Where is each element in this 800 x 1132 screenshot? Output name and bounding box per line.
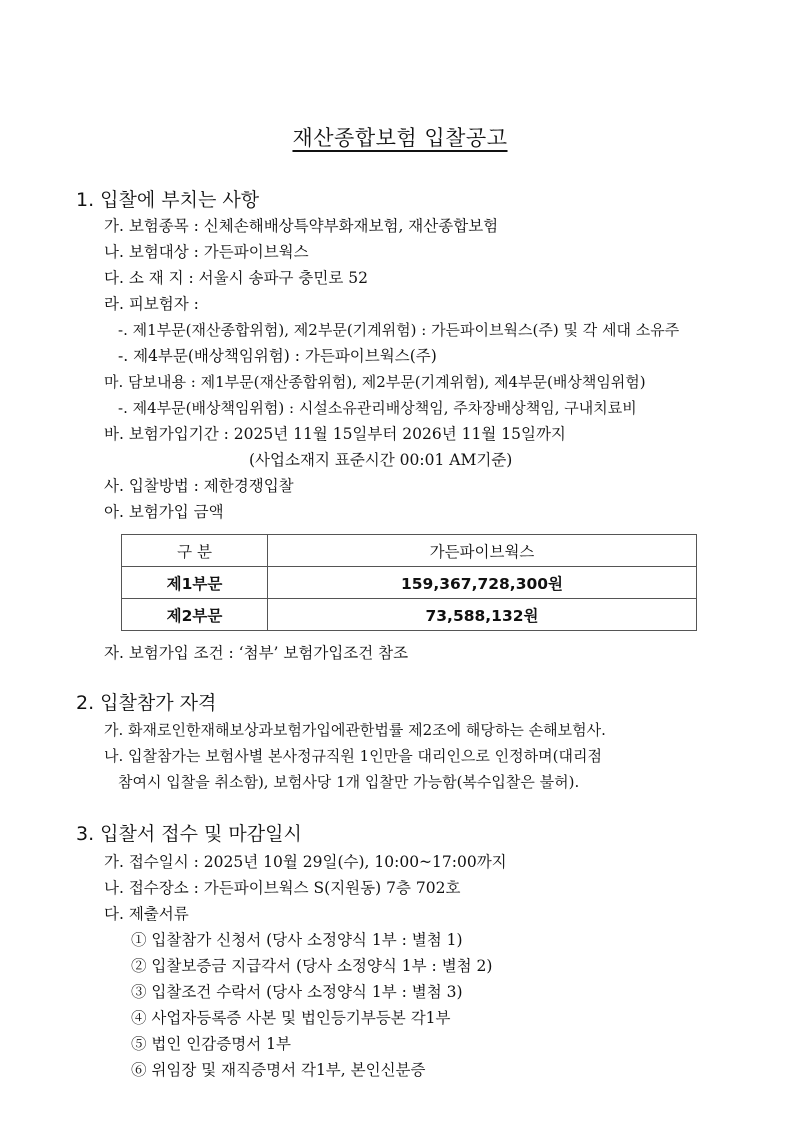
section-heading-1: 1. 입찰에 부치는 사항 (76, 189, 260, 211)
line-qualification-2: 나. 입찰참가는 보험사별 본사정규직원 1인만을 대리인으로 인정하며(대리점 (104, 747, 602, 765)
line-qualification-3: 참여시 입찰을 취소함), 보험사당 1개 입찰만 가능함(복수입찰은 불허). (118, 773, 580, 791)
line-insured-amount: 아. 보험가입 금액 (104, 503, 224, 521)
document-item-4: ④ 사업자등록증 사본 및 법인등기부등본 각1부 (131, 1009, 451, 1027)
section-heading-2: 2. 입찰참가 자격 (76, 692, 217, 714)
table-header-row (122, 535, 697, 567)
table-cell: 제2부문 (122, 599, 268, 631)
table-cell: 제1부문 (122, 567, 268, 599)
document-item-1: ① 입찰참가 신청서 (당사 소정양식 1부 : 별첨 1) (131, 931, 463, 949)
line-insured-target: 나. 보험대상 : 가든파이브웍스 (104, 243, 309, 261)
document-item-3: ③ 입찰조건 수락서 (당사 소정양식 1부 : 별첨 3) (131, 983, 463, 1001)
line-receipt-place: 나. 접수장소 : 가든파이브웍스 S(지원동) 7층 702호 (104, 879, 461, 897)
line-coverage-sub: -. 제4부문(배상책임위험) : 시설소유관리배상책임, 주차장배상책임, 구내치료비 (118, 399, 637, 417)
document-item-6: ⑥ 위임장 및 재직증명서 각1부, 본인신분증 (131, 1061, 426, 1079)
line-location: 다. 소 재 지 : 서울시 송파구 충민로 52 (104, 269, 368, 287)
table-row (122, 599, 697, 631)
line-insurance-type: 가. 보험종목 : 신체손해배상특약부화재보험, 재산종합보험 (104, 217, 499, 235)
document-item-2: ② 입찰보증금 지급각서 (당사 소정양식 1부 : 별첨 2) (131, 957, 493, 975)
line-coverage: 마. 담보내용 : 제1부문(재산종합위험), 제2부문(기계위험), 제4부문(배상책임위험) (104, 373, 646, 391)
table-header-cell: 가든파이브웍스 (268, 535, 697, 567)
line-receipt-date: 가. 접수일시 : 2025년 10월 29일(수), 10:00~17:00까지 (104, 853, 507, 871)
line-insured-party-sub-1: -. 제1부문(재산종합위험), 제2부문(기계위험) : 가든파이브웍스(주) 및 각 세대 소유주 (118, 321, 680, 339)
line-insured-party-sub-2: -. 제4부문(배상책임위험) : 가든파이브웍스(주) (118, 347, 437, 365)
line-documents: 다. 제출서류 (104, 905, 189, 923)
line-insurance-period-note: (사업소재지 표준시간 00:01 AM기준) (249, 451, 513, 469)
section-heading-3: 3. 입찰서 접수 및 마감일시 (76, 823, 302, 845)
page-title: 재산종합보험 입찰공고 (292, 126, 508, 150)
line-bidding-method: 사. 입찰방법 : 제한경쟁입찰 (104, 477, 294, 495)
table-cell: 159,367,728,300원 (268, 567, 697, 599)
line-qualification-1: 가. 화재로인한재해보상과보험가입에관한법률 제2조에 해당하는 손해보험사. (104, 721, 606, 739)
line-insured-party: 라. 피보험자 : (104, 295, 199, 313)
document-item-5: ⑤ 법인 인감증명서 1부 (131, 1035, 291, 1053)
table-cell: 73,588,132원 (268, 599, 697, 631)
table-header-cell: 구 분 (122, 535, 268, 567)
insured-amount-table (121, 534, 697, 631)
line-insurance-conditions: 자. 보험가입 조건 : ‘첨부’ 보험가입조건 참조 (104, 644, 409, 662)
table-row (122, 567, 697, 599)
line-insurance-period: 바. 보험가입기간 : 2025년 11월 15일부터 2026년 11월 15일까지 (104, 425, 566, 443)
